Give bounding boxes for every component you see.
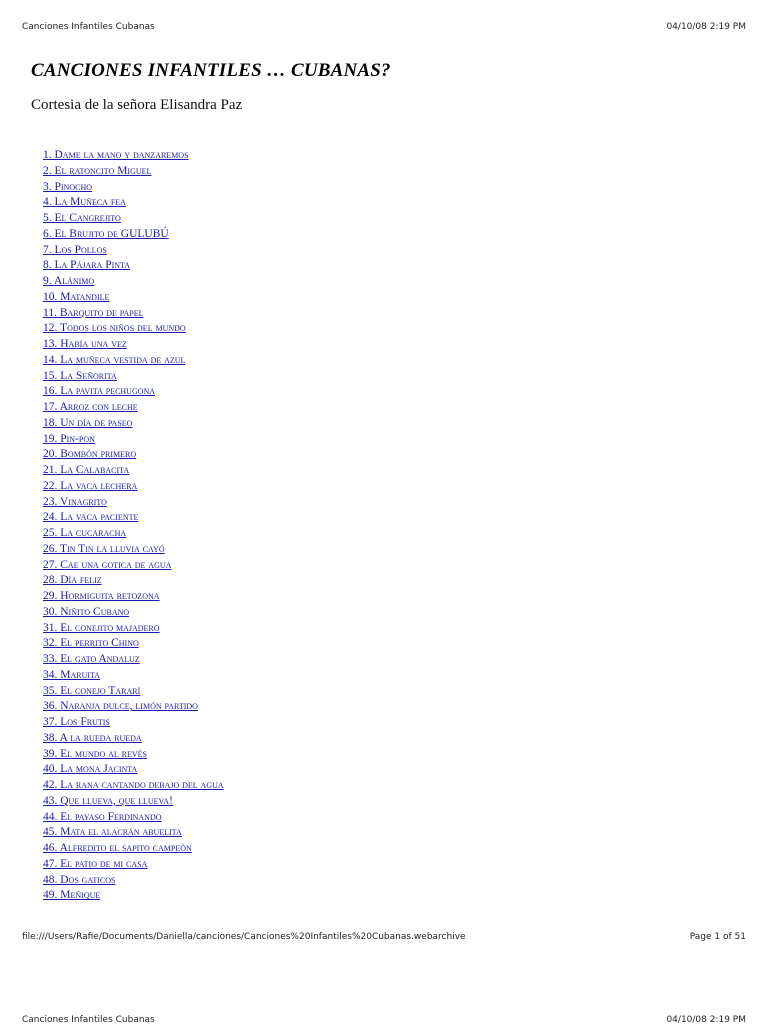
print-footer-path: file:///Users/Rafie/Documents/Daniella/canciones/Canciones%20Infantiles%20Cubanas.webarchive — [22, 932, 466, 942]
print-header-datetime: 04/10/08 2:19 PM — [666, 22, 746, 32]
song-link[interactable]: 48. Dos gaticos — [43, 873, 116, 886]
list-item — [43, 272, 224, 288]
list-item — [43, 808, 224, 824]
song-link[interactable]: 3. Pinocho — [43, 180, 93, 193]
list-item — [43, 477, 224, 493]
list-item — [43, 382, 224, 398]
list-item — [43, 634, 224, 650]
song-link[interactable]: 29. Hormiguita retozona — [43, 590, 160, 602]
song-link[interactable]: 26. Tin Tin la lluvia cayó — [43, 542, 165, 555]
list-item — [43, 414, 224, 430]
list-item — [43, 367, 224, 383]
list-item — [43, 587, 224, 603]
song-link[interactable]: 49. Meñique — [43, 889, 101, 902]
song-link[interactable]: 1. Dame la mano y danzaremos — [43, 149, 189, 161]
song-link[interactable]: 36. Naranja dulce, limón partido — [43, 700, 198, 713]
list-item — [43, 760, 224, 776]
song-link[interactable]: 15. La Señorita — [43, 369, 117, 382]
list-item — [43, 886, 224, 902]
list-item — [43, 430, 224, 446]
list-item — [43, 225, 224, 241]
song-link[interactable]: 31. El conejito majadero — [43, 621, 160, 634]
list-item — [43, 146, 224, 162]
list-item — [43, 792, 224, 808]
list-item — [43, 193, 224, 209]
song-link[interactable]: 21. La Calabacita — [43, 464, 130, 476]
song-link[interactable]: 7. Los Pollos — [43, 243, 107, 256]
list-item — [43, 256, 224, 272]
song-list — [43, 146, 224, 902]
list-item — [43, 871, 224, 887]
list-item — [43, 319, 224, 335]
list-item — [43, 571, 224, 587]
song-link[interactable]: 43. Que llueva, que llueva! — [43, 794, 173, 807]
song-link[interactable]: 37. Los Frutis — [43, 716, 110, 728]
song-link[interactable]: 40. La mona Jacinta — [43, 763, 138, 776]
list-item — [43, 650, 224, 666]
song-link[interactable]: 30. Niñito Cubano — [43, 605, 130, 618]
list-item — [43, 178, 224, 194]
song-link[interactable]: 19. Pin-pon — [43, 432, 95, 445]
song-link[interactable]: 2. El ratoncito Miguel — [43, 164, 152, 177]
song-link[interactable]: 17. Arroz con leche — [43, 401, 138, 413]
song-link[interactable]: 34. Maruita — [43, 668, 101, 681]
print-footer-page-info: Page 1 of 51 — [689, 932, 746, 942]
list-item — [43, 855, 224, 871]
song-link[interactable]: 4. La Muñeca fea — [43, 196, 126, 209]
song-link[interactable]: 38. A la rueda rueda — [43, 731, 142, 744]
song-link[interactable]: 25. La cucaracha — [43, 527, 127, 539]
song-link[interactable]: 5. El Cangrejito — [43, 212, 121, 224]
song-link[interactable]: 42. La rana cantando debajo del agua — [43, 779, 224, 791]
list-item — [43, 839, 224, 855]
song-link[interactable]: 11. Barquito de papel — [43, 306, 144, 319]
list-item — [43, 493, 224, 509]
list-item — [43, 445, 224, 461]
song-link[interactable]: 44. El payaso Ferdinando — [43, 810, 162, 823]
list-item — [43, 524, 224, 540]
song-link[interactable]: 18. Un día de paseo — [43, 416, 133, 429]
list-item — [43, 745, 224, 761]
list-item — [43, 288, 224, 304]
song-link[interactable]: 33. El gato Andaluz — [43, 653, 140, 665]
song-link[interactable]: 28. Día feliz — [43, 574, 102, 587]
song-link[interactable]: 9. Alánimo — [43, 275, 95, 287]
list-item — [43, 241, 224, 257]
song-link[interactable]: 12. Todos los niños del mundo — [43, 322, 186, 335]
list-item — [43, 335, 224, 351]
list-item — [43, 682, 224, 698]
song-link[interactable]: 46. Alfredito el sapito campeón — [43, 842, 192, 854]
song-link[interactable]: 35. El conejo Tararí — [43, 684, 141, 697]
song-link[interactable]: 39. El mundo al revés — [43, 747, 148, 760]
song-link[interactable]: 8. La Pájara Pinta — [43, 259, 131, 272]
song-link[interactable]: 32. El perrito Chino — [43, 637, 139, 650]
song-link[interactable]: 14. La muñeca vestida de azul — [43, 353, 186, 366]
song-link[interactable]: 16. La pavita pechugona — [43, 385, 156, 398]
song-link[interactable]: 27. Cae una gotica de agua — [43, 558, 172, 571]
list-item — [43, 162, 224, 178]
list-item — [43, 540, 224, 556]
song-link[interactable]: 45. Mata el alacrán abuelita — [43, 826, 182, 839]
list-item — [43, 398, 224, 414]
page-title: CANCIONES INFANTILES … CUBANAS? — [31, 60, 391, 81]
list-item — [43, 461, 224, 477]
list-item — [43, 729, 224, 745]
list-item — [43, 713, 224, 729]
list-item — [43, 603, 224, 619]
song-link[interactable]: 24. La vaca paciente — [43, 511, 139, 524]
song-link[interactable]: 13. Había una vez — [43, 338, 127, 350]
next-page-header-title: Canciones Infantiles Cubanas — [22, 1015, 155, 1024]
list-item — [43, 304, 224, 320]
song-link[interactable]: 47. El patio de mi casa — [43, 857, 148, 870]
list-item — [43, 776, 224, 792]
next-page-header-datetime: 04/10/08 2:19 PM — [666, 1015, 746, 1024]
song-link[interactable]: 10. Matandile — [43, 290, 110, 303]
song-link[interactable]: 22. La vaca lechera — [43, 479, 138, 492]
list-item — [43, 823, 224, 839]
list-item — [43, 351, 224, 367]
list-item — [43, 666, 224, 682]
page-subtitle: Cortesia de la señora Elisandra Paz — [31, 97, 243, 113]
list-item — [43, 508, 224, 524]
song-link[interactable]: 6. El Brujito de GULUBÚ — [43, 227, 169, 240]
list-item — [43, 697, 224, 713]
print-header-title: Canciones Infantiles Cubanas — [22, 22, 155, 32]
list-item — [43, 209, 224, 225]
song-link[interactable]: 23. Vinagrito — [43, 495, 107, 508]
list-item — [43, 556, 224, 572]
song-link[interactable]: 20. Bombón primero — [43, 448, 137, 461]
list-item — [43, 619, 224, 635]
